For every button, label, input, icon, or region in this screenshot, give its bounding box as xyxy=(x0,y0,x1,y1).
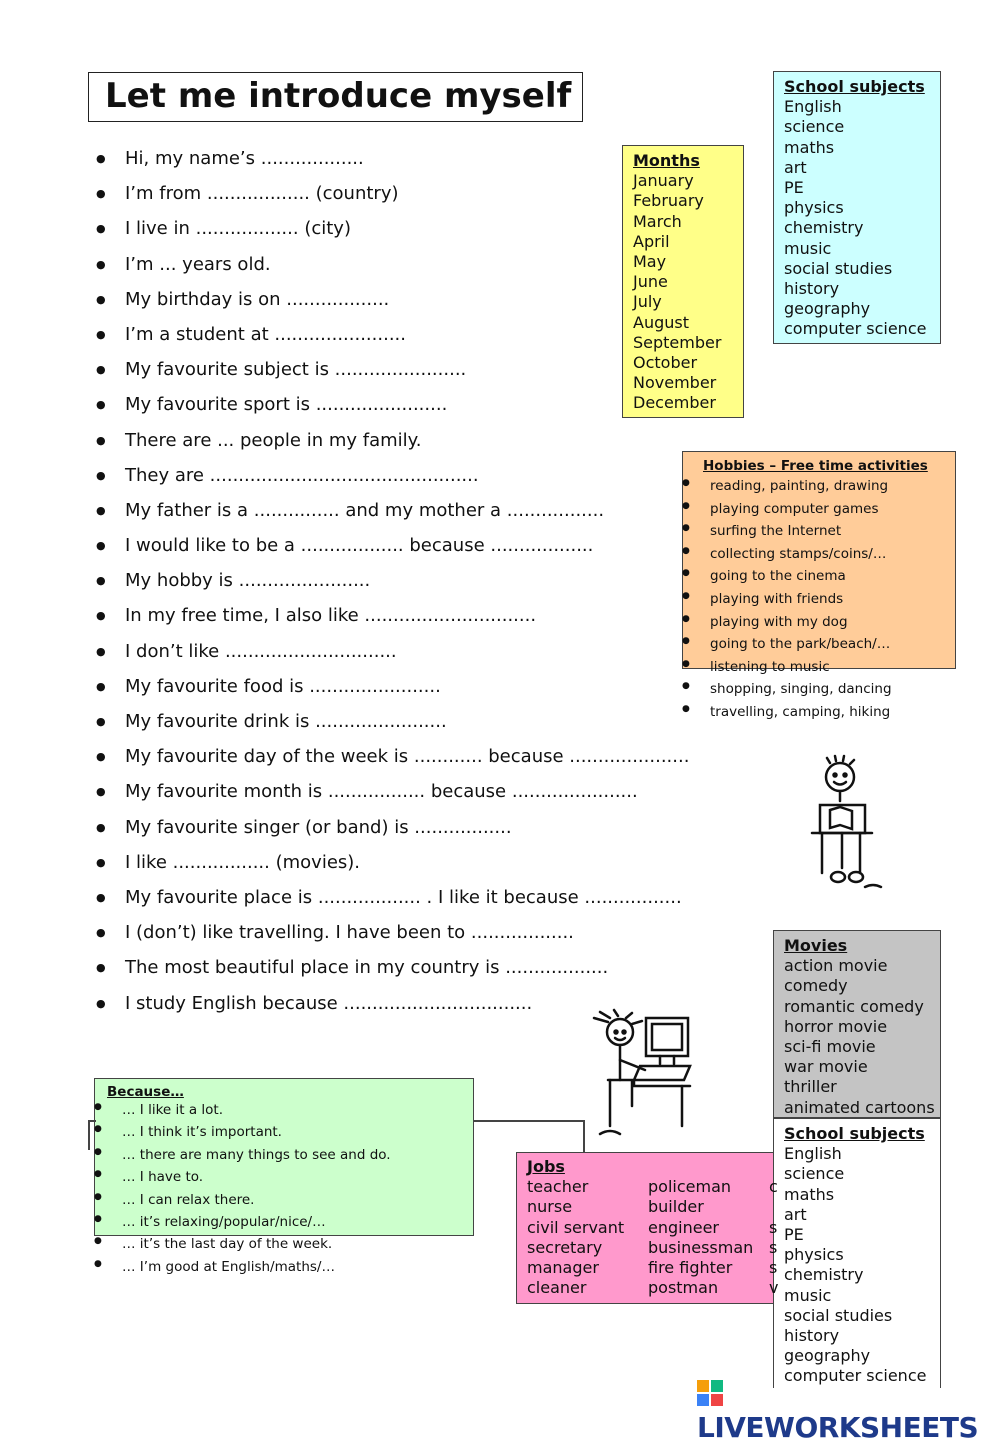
jobs-column-2 xyxy=(648,1177,753,1298)
school-subjects-box xyxy=(773,71,941,344)
month-item: April xyxy=(633,231,670,251)
month-item: February xyxy=(633,191,704,211)
job-item xyxy=(769,1197,778,1217)
job-item: builder xyxy=(648,1197,704,1217)
subject-item: social studies xyxy=(784,258,893,278)
because-item: ● … it’s the last day of the week. xyxy=(94,1236,332,1252)
job-item: v xyxy=(769,1278,779,1298)
job-item: s xyxy=(769,1257,778,1277)
school-subjects-heading: School subjects xyxy=(784,77,925,96)
month-item: September xyxy=(633,332,722,352)
movie-item: animated cartoons xyxy=(784,1097,935,1117)
sentence-item: ● I study English because ................................. xyxy=(96,986,766,1021)
job-item: fire fighter xyxy=(648,1257,733,1277)
sentence-item: ● My favourite place is .................. . I like it because ................. xyxy=(96,880,766,915)
jobs-box xyxy=(516,1152,779,1304)
subject-item: art xyxy=(784,1204,807,1224)
sentence-item: ● I don’t like .............................. xyxy=(96,634,766,669)
hobby-item: ● reading, painting, drawing xyxy=(682,478,888,494)
hobby-item: ● collecting stamps/coins/… xyxy=(682,546,886,562)
hobby-item: ● surfing the Internet xyxy=(682,523,841,539)
subject-item: chemistry xyxy=(784,1265,864,1285)
job-item: secretary xyxy=(527,1237,603,1257)
movie-item: comedy xyxy=(784,976,848,996)
school-subjects-box-2 xyxy=(773,1118,941,1388)
hobby-item: ● going to the park/beach/… xyxy=(682,636,890,652)
jobs-column-1 xyxy=(527,1177,624,1298)
job-item: teacher xyxy=(527,1177,589,1197)
movie-item: war movie xyxy=(784,1057,868,1077)
hobby-item: ● playing with my dog xyxy=(682,614,848,630)
job-item: manager xyxy=(527,1257,599,1277)
subject-item: science xyxy=(784,117,845,137)
because-item: ● … I’m good at English/maths/… xyxy=(94,1259,335,1275)
subject-item: geography xyxy=(784,1346,871,1366)
subject-item: history xyxy=(784,279,840,299)
movies-heading: Movies xyxy=(784,936,848,955)
hobby-item: ● shopping, singing, dancing xyxy=(682,681,892,697)
month-item: December xyxy=(633,393,716,413)
page-title: Let me introduce myself xyxy=(105,76,572,116)
sentence-item: ● My favourite sport is ....................... xyxy=(96,387,766,422)
subject-item: science xyxy=(784,1164,845,1184)
subject-item: art xyxy=(784,157,807,177)
subject-item: maths xyxy=(784,1184,835,1204)
sentence-item: ● My birthday is on .................. xyxy=(96,282,766,317)
sentence-item: ● In my free time, I also like .............................. xyxy=(96,598,766,633)
because-item: ● … I think it’s important. xyxy=(94,1124,282,1140)
job-item: policeman xyxy=(648,1177,732,1197)
liveworksheets-logo-icon xyxy=(697,1380,723,1406)
subject-item: history xyxy=(784,1326,840,1346)
subject-item: physics xyxy=(784,1245,844,1265)
hobby-item: ● travelling, camping, hiking xyxy=(682,704,890,720)
boy-reading-drawing xyxy=(800,755,895,895)
hobbies-heading: Hobbies – Free time activities xyxy=(703,458,928,474)
month-item: June xyxy=(633,272,668,292)
movies-box xyxy=(773,930,941,1118)
because-heading: Because… xyxy=(107,1084,184,1100)
sentence-item: ● I’m a student at ....................... xyxy=(96,317,766,352)
job-item: nurse xyxy=(527,1197,573,1217)
job-item: s xyxy=(769,1217,778,1237)
sentence-item: ● My hobby is ....................... xyxy=(96,563,766,598)
watermark xyxy=(697,1378,1000,1444)
jobs-heading: Jobs xyxy=(527,1157,565,1176)
connector-line xyxy=(88,1120,90,1150)
month-item: August xyxy=(633,312,689,332)
sentence-item: ● The most beautiful place in my country is .................. xyxy=(96,950,766,985)
subject-item: PE xyxy=(784,1225,804,1245)
movie-item: romantic comedy xyxy=(784,996,924,1016)
because-item: ● … there are many things to see and do. xyxy=(94,1147,391,1163)
subject-item: geography xyxy=(784,299,871,319)
job-item: postman xyxy=(648,1278,719,1298)
subject-item: physics xyxy=(784,198,844,218)
subject-item: English xyxy=(784,1144,842,1164)
sentence-item: ● I’m from .................. (country) xyxy=(96,176,766,211)
movie-item: thriller xyxy=(784,1077,837,1097)
connector-line xyxy=(474,1120,584,1122)
hobby-item: ● playing with friends xyxy=(682,591,843,607)
month-item: November xyxy=(633,373,717,393)
sentence-item: ● I like ................. (movies). xyxy=(96,845,766,880)
subject-item: social studies xyxy=(784,1305,893,1325)
watermark-text: LIVEWORKSHEETS xyxy=(697,1411,979,1444)
sentence-item: ● My favourite singer (or band) is ................. xyxy=(96,810,766,845)
job-item: civil servant xyxy=(527,1217,625,1237)
job-item: cleaner xyxy=(527,1278,587,1298)
sentence-item: ● I would like to be a .................. because .................. xyxy=(96,528,766,563)
subject-item: music xyxy=(784,1285,832,1305)
sentence-item: ● My favourite day of the week is ............ because ..................... xyxy=(96,739,766,774)
sentence-item: ● My favourite subject is ....................... xyxy=(96,352,766,387)
subject-item: music xyxy=(784,238,832,258)
sentence-item: ● My favourite drink is ....................... xyxy=(96,704,766,739)
because-item: ● … I like it a lot. xyxy=(94,1102,223,1118)
sentence-item: ● My father is a ............... and my mother a ................. xyxy=(96,493,766,528)
job-item: s xyxy=(769,1237,778,1257)
job-item: c xyxy=(769,1177,778,1197)
month-item: January xyxy=(633,171,694,191)
sentence-item: ● Hi, my name’s .................. xyxy=(96,141,766,176)
month-item: October xyxy=(633,353,698,373)
girl-computer-drawing xyxy=(590,1010,720,1140)
sentence-item: ● My favourite month is ................. because ...................... xyxy=(96,774,766,809)
jobs-column-3 xyxy=(769,1177,778,1298)
title-box xyxy=(88,72,583,122)
because-item: ● … I have to. xyxy=(94,1169,203,1185)
month-item: March xyxy=(633,211,682,231)
movie-item: horror movie xyxy=(784,1016,888,1036)
movie-item: action movie xyxy=(784,956,888,976)
subject-item: chemistry xyxy=(784,218,864,238)
subject-item: maths xyxy=(784,137,835,157)
subject-item: English xyxy=(784,97,842,117)
school-subjects-heading-2: School subjects xyxy=(784,1124,925,1143)
movie-item: sci-fi movie xyxy=(784,1037,876,1057)
sentence-item: ● I live in .................. (city) xyxy=(96,211,766,246)
job-item: businessman xyxy=(648,1237,754,1257)
subject-item: PE xyxy=(784,178,804,198)
because-item: ● … I can relax there. xyxy=(94,1192,254,1208)
sentence-item: ● I’m ... years old. xyxy=(96,247,766,282)
hobby-item: ● going to the cinema xyxy=(682,568,846,584)
month-item: July xyxy=(633,292,662,312)
hobby-item: ● listening to music xyxy=(682,659,830,675)
sentence-item: ● I (don’t) like travelling. I have been to .................. xyxy=(96,915,766,950)
sentence-item: ● There are ... people in my family. xyxy=(96,423,766,458)
subject-item: computer science xyxy=(784,319,927,339)
hobby-item: ● playing computer games xyxy=(682,501,878,517)
sentence-item: ● They are ............................................... xyxy=(96,458,766,493)
because-item: ● … it’s relaxing/popular/nice/… xyxy=(94,1214,326,1230)
connector-line xyxy=(583,1120,585,1152)
months-heading: Months xyxy=(633,151,700,170)
sentence-item: ● My favourite food is ....................... xyxy=(96,669,766,704)
month-item: May xyxy=(633,252,667,272)
months-box xyxy=(622,145,744,418)
subject-item: computer science xyxy=(784,1366,927,1386)
job-item: engineer xyxy=(648,1217,719,1237)
